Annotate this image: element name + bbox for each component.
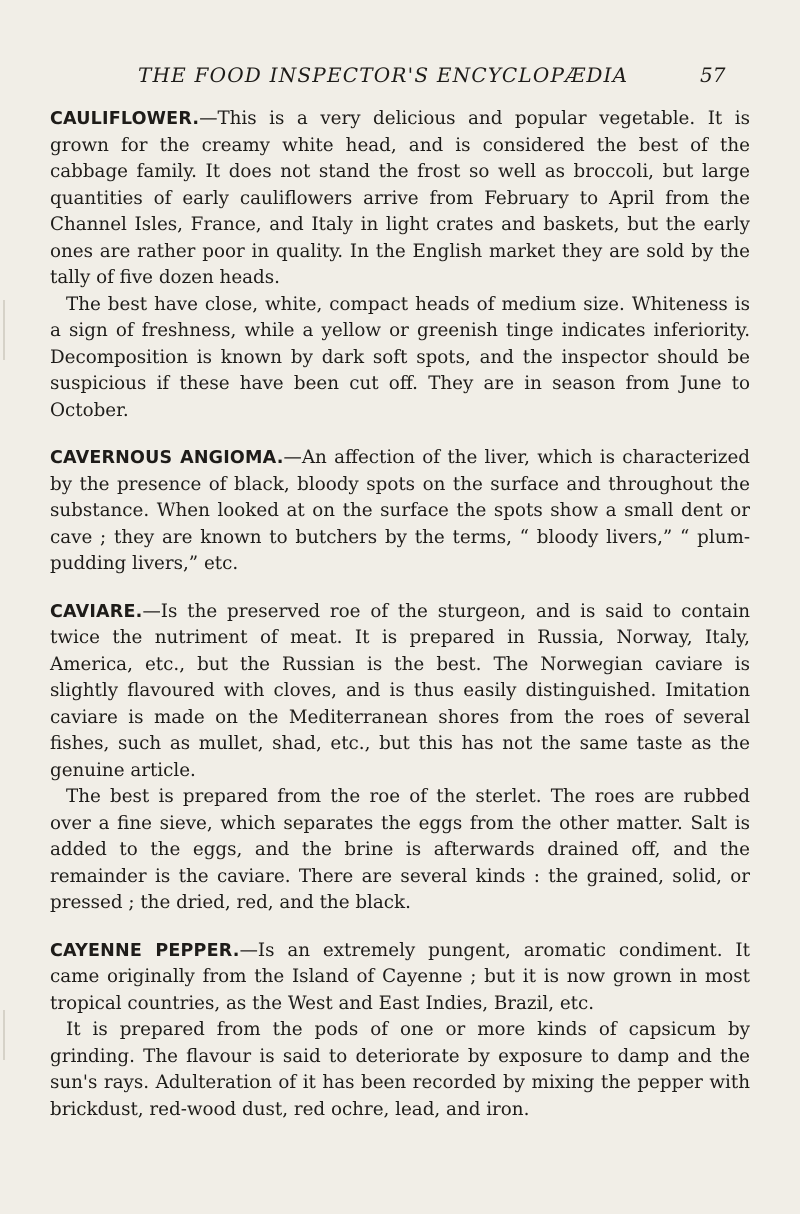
- entry-text: —Is the preserved roe of the sturgeon, and is said to contain twice the nutriment of meat. It is prepared in Russia, Norway, Italy, America, etc., but the Russian is the best. The Norwegian caviare is slightly flavoured with cloves, and is thus easily distinguished. Imitation caviare is made on the Mediterranean shores from the roes of several fishes, such as mullet, shad, etc., but this has not the same taste as the genuine article.: [50, 600, 750, 781]
- entry-paragraph: The best is prepared from the roe of the sterlet. The roes are rubbed over a fine sieve, which separates the eggs from the other matter. Salt is added to the eggs, and the brine is afterwards drained off, and the remainder is the caviare. There are several kinds : the grained, solid, or pressed ; the dried, red, and the black.: [50, 786, 750, 913]
- entry-headword: CAULIFLOWER.: [50, 109, 200, 129]
- encyclopedia-body: [50, 106, 750, 1144]
- entry-text: —An affection of the liver, which is characterized by the presence of black, bloody spots on the surface and throughout the substance. When looked at on the surface the spots show a small dent or cave ; they are known to butchers by the terms, “ bloody livers,” “ plum-pudding livers,” etc.: [50, 447, 750, 574]
- entry-paragraph: [50, 938, 750, 1018]
- page-edge-mark: [3, 300, 5, 360]
- page-edge-mark: [3, 1010, 5, 1060]
- entry-headword: CAVERNOUS ANGIOMA.: [50, 448, 284, 468]
- entry-paragraph: [50, 106, 750, 292]
- entry-cayenne-pepper: [50, 938, 750, 1124]
- entry-paragraph: [50, 599, 750, 785]
- entry-paragraph: It is prepared from the pods of one or more kinds of capsicum by grinding. The flavour is said to deteriorate by exposure to damp and the sun's rays. Adulteration of it has been recorded by mixing the pepper with brickdust, red-wood dust, red ochre, lead, and iron.: [50, 1019, 750, 1120]
- entry-paragraph: [50, 445, 750, 578]
- entry-cavernous-angioma: [50, 445, 750, 578]
- entry-text: —This is a very delicious and popular vegetable. It is grown for the creamy white head, and is considered the best of the cabbage family. It does not stand the frost so well as broccoli, but large quantities of early cauliflowers arrive from February to April from the Channel Isles, France, and Italy in light crates and baskets, but the early ones are rather poor in quality. In the English market they are sold by the tally of five dozen heads.: [50, 108, 750, 288]
- page-header: [0, 63, 800, 93]
- entry-headword: CAVIARE.: [50, 601, 143, 622]
- entry-caviare: [50, 599, 750, 917]
- entry-headword: CAYENNE PEPPER.: [50, 940, 240, 961]
- running-title: THE FOOD INSPECTOR'S ENCYCLOPÆDIA: [138, 63, 629, 87]
- entry-cauliflower: [50, 106, 750, 424]
- entry-paragraph: The best have close, white, compact heads of medium size. Whiteness is a sign of freshness, while a yellow or greenish tinge indicates inferiority. Decomposition is known by dark soft spots, and the inspector should be suspicious if these have been cut off. They are in season from June to October.: [50, 293, 750, 421]
- page-number: 57: [700, 63, 726, 87]
- entry-text: —Is an extremely pungent, aromatic condiment. It came originally from the Island of Cayenne ; but it is now grown in most tropical countries, as the West and East Indies, Brazil, etc.: [50, 939, 750, 1014]
